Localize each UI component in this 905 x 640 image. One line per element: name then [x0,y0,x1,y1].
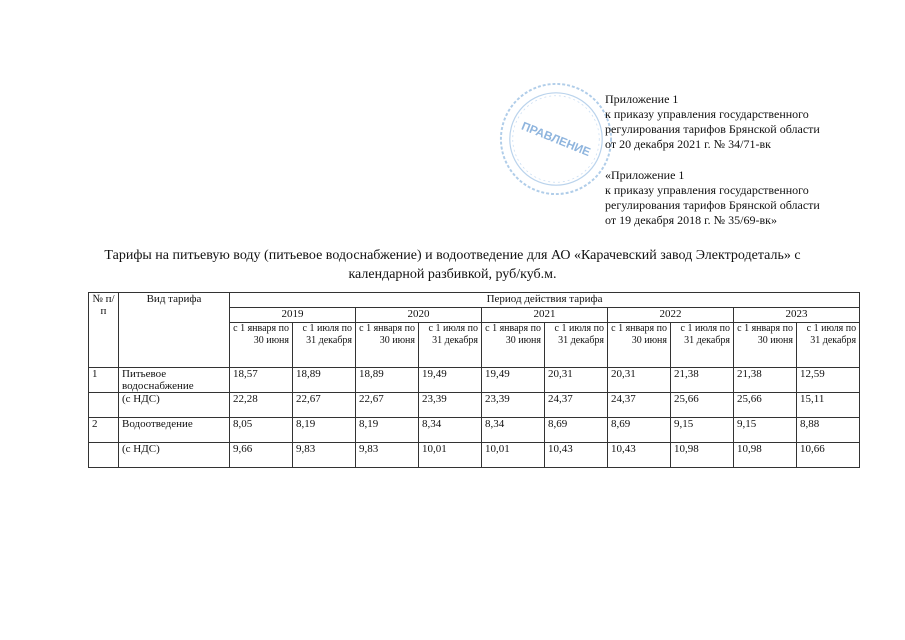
tariff-value: 9,83 [293,443,356,468]
tariff-table [88,292,860,468]
tariff-value: 19,49 [419,368,482,393]
table-row [89,443,860,468]
tariff-value: 23,39 [482,393,545,418]
tariff-value: 9,83 [356,443,419,468]
tariff-value: 20,31 [608,368,671,393]
tariff-value: 25,66 [671,393,734,418]
appendix-previous-line: от 19 декабря 2018 г. № 35/69-вк» [605,213,777,227]
tariff-value: 8,19 [293,418,356,443]
header-half-first: с 1 января по 30 июня [356,323,419,368]
tariff-value: 10,43 [545,443,608,468]
tariff-value: 24,37 [545,393,608,418]
header-half-second: с 1 июля по 31 декабря [419,323,482,368]
appendix-current [605,92,820,152]
row-number: 1 [89,368,119,393]
tariff-value: 8,34 [419,418,482,443]
tariff-value: 18,57 [230,368,293,393]
document-title-line: календарной разбивкой, руб/куб.м. [348,267,557,282]
tariff-value: 8,05 [230,418,293,443]
document-title [75,246,830,284]
tariff-value: 8,69 [545,418,608,443]
tariff-value: 10,43 [608,443,671,468]
header-year: 2022 [608,308,734,323]
appendix-current-line: к приказу управления государственного [605,107,809,121]
tariff-value: 18,89 [293,368,356,393]
tariff-value: 22,67 [356,393,419,418]
row-number [89,393,119,418]
row-tariff-type: (с НДС) [119,393,230,418]
header-half-second: с 1 июля по 31 декабря [671,323,734,368]
tariff-value: 10,01 [419,443,482,468]
header-half-second: с 1 июля по 31 декабря [293,323,356,368]
tariff-value: 9,15 [734,418,797,443]
header-half-second: с 1 июля по 31 декабря [797,323,860,368]
row-tariff-type: (с НДС) [119,443,230,468]
table-header-row [89,293,860,308]
table-row [89,393,860,418]
tariff-value: 10,01 [482,443,545,468]
tariff-value: 23,39 [419,393,482,418]
table-row [89,368,860,393]
header-year: 2021 [482,308,608,323]
tariff-value: 10,98 [671,443,734,468]
tariff-value: 22,67 [293,393,356,418]
header-year: 2020 [356,308,482,323]
seal-stamp [497,80,615,198]
row-tariff-type: Водоотведение [119,418,230,443]
tariff-value: 8,34 [482,418,545,443]
header-period: Период действия тарифа [230,293,860,308]
header-half-first: с 1 января по 30 июня [734,323,797,368]
appendix-previous-line: «Приложение 1 [605,168,685,182]
header-half-first: с 1 января по 30 июня [608,323,671,368]
tariff-value: 19,49 [482,368,545,393]
appendix-current-line: от 20 декабря 2021 г. № 34/71-вк [605,137,771,151]
tariff-value: 8,69 [608,418,671,443]
header-year: 2023 [734,308,860,323]
stamp-text: ПРАВЛЕНИЕ [519,118,593,160]
row-number: 2 [89,418,119,443]
appendix-previous-line: к приказу управления государственного [605,183,809,197]
table-row [89,418,860,443]
tariff-value: 18,89 [356,368,419,393]
tariff-value: 25,66 [734,393,797,418]
header-number: № п/п [89,293,119,368]
header-half-first: с 1 января по 30 июня [482,323,545,368]
tariff-value: 9,66 [230,443,293,468]
header-tariff-type: Вид тарифа [119,293,230,368]
tariff-value: 10,98 [734,443,797,468]
tariff-value: 10,66 [797,443,860,468]
row-tariff-type: Питьевое водоснабжение [119,368,230,393]
tariff-value: 8,88 [797,418,860,443]
tariff-value: 9,15 [671,418,734,443]
tariff-value: 12,59 [797,368,860,393]
document-title-line: Тарифы на питьевую воду (питьевое водоснабжение) и водоотведение для АО «Карачевский завод Электродеталь» с [104,248,801,263]
appendix-current-line: Приложение 1 [605,92,679,106]
tariff-value: 15,11 [797,393,860,418]
appendix-previous-line: регулирования тарифов Брянской области [605,198,820,212]
appendix-previous [605,168,820,228]
tariff-value: 22,28 [230,393,293,418]
header-half-first: с 1 января по 30 июня [230,323,293,368]
tariff-value: 8,19 [356,418,419,443]
header-half-second: с 1 июля по 31 декабря [545,323,608,368]
tariff-value: 21,38 [734,368,797,393]
appendix-current-line: регулирования тарифов Брянской области [605,122,820,136]
tariff-value: 21,38 [671,368,734,393]
row-number [89,443,119,468]
tariff-value: 20,31 [545,368,608,393]
header-year: 2019 [230,308,356,323]
tariff-value: 24,37 [608,393,671,418]
